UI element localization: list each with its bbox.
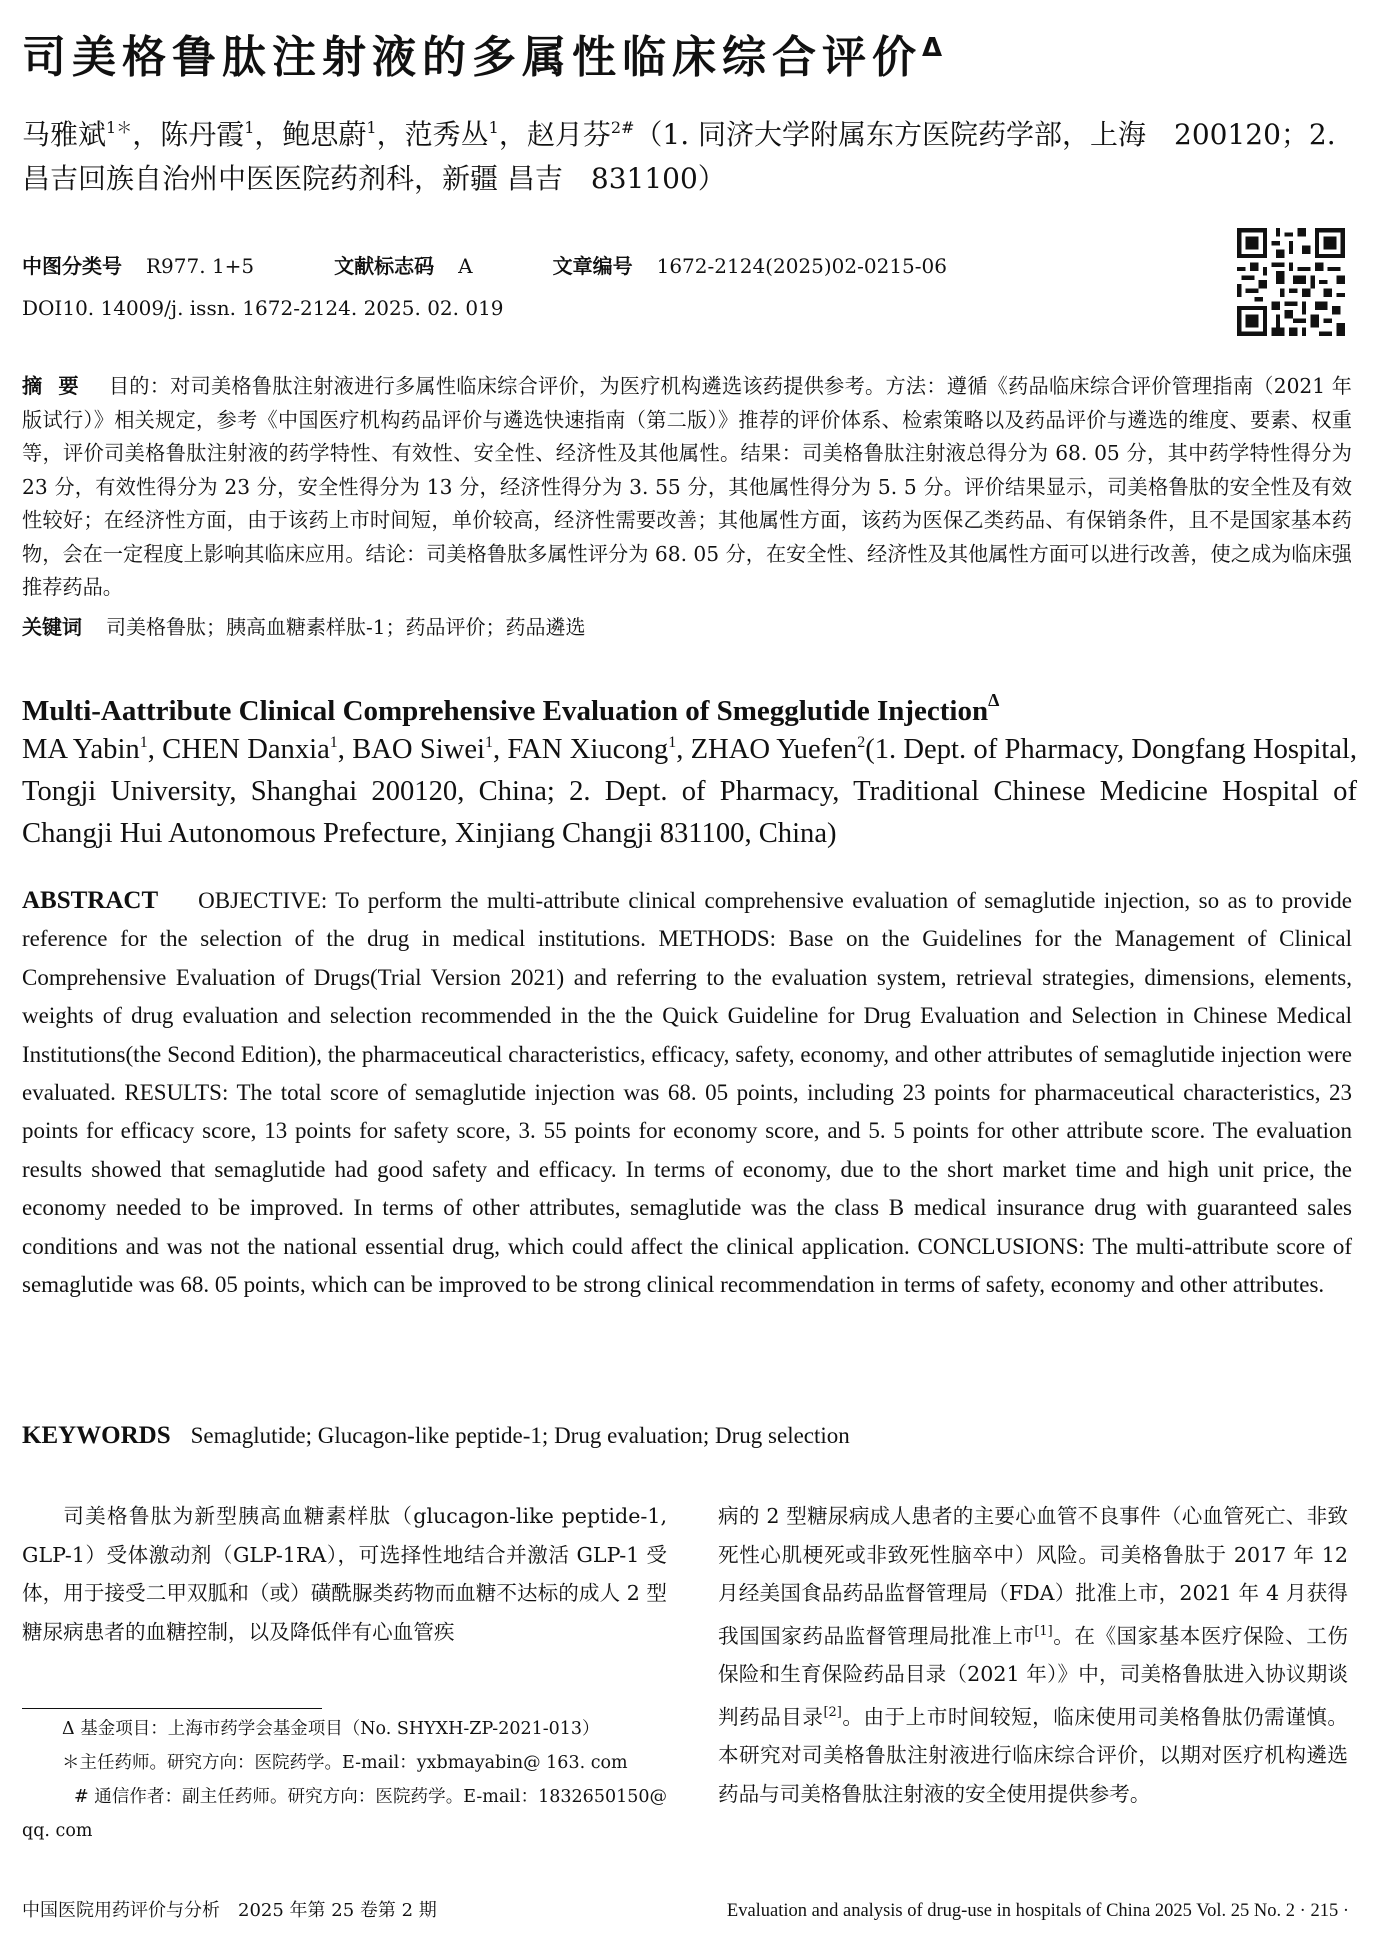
- class-value: R977. 1+5: [146, 254, 255, 278]
- author-affil-mark: 1＊: [106, 118, 133, 137]
- authors-chinese: [22, 106, 1357, 201]
- author-affil-mark-en: 2: [857, 734, 866, 751]
- keywords-chinese-label: 关键词: [22, 615, 82, 639]
- author-name: ，范秀丛: [376, 118, 489, 151]
- doi-label: DOI: [22, 296, 63, 320]
- abstract-english-text: OBJECTIVE: To perform the multi-attribute clinical comprehensive evaluation of semaglutide injection, so as to provide reference for the selection of the drug in medical institutions. METHODS: Base on the Guidelines for the Management of Clinical Comprehensive Evaluation of Drugs(Trial Version 2021) and referring to the evaluation system, retrieval strategies, dimensions, elements, weights of drug evaluation and selection recommended in the the Quick Guideline for Drug Evaluation and Selection in Chinese Medical Institutions(the Second Edition), the pharmaceutical characteristics, efficacy, safety, economy, and other attributes of semaglutide injection were evaluated. RESULTS: The total score of semaglutide injection was 68. 05 points, including 23 points for pharmaceutical characteristics, 23 points for efficacy score, 13 points for safety score, 3. 55 points for economy score, and 5. 5 points for other attribute score. The evaluation results showed that semaglutide had good safety and efficacy. In terms of economy, due to the short market time and high unit price, the economy needed to be improved. In terms of other attributes, semaglutide was the class B medical insurance drug with guaranteed sales conditions and was not the national essential drug, which could affect the clinical application. CONCLUSIONS: The multi-attribute score of semaglutide was 68. 05 points, which can be improved to be strong clinical recommendation in terms of safety, economy and other attributes.: [22, 888, 1352, 1298]
- doc-code-label: 文献标志码: [334, 254, 435, 278]
- body-paragraph-continued: [718, 1497, 1348, 1813]
- author-affil-mark-en: 1: [139, 734, 148, 751]
- keywords-english: [22, 1420, 1352, 1452]
- reference-2-link[interactable]: [2]: [823, 1704, 842, 1720]
- footnote-first-author: ＊主任药师。研究方向：医院药学。E-mail：yxbmayabin@ 163. com: [62, 1753, 628, 1773]
- body-paragraph-intro: 司美格鲁肽为新型胰高血糖素样肽（glucagon-like peptide-1, GLP-1）受体激动剂（GLP-1RA），可选择性地结合并激活 GLP-1 受体，用于接受二甲双胍和（或）磺酰脲类药物而血糖不达标的成人 2 型糖尿病患者的血糖控制，以及降低伴有心血管疾: [22, 1504, 667, 1644]
- body-text: 。由于上市时间较短，临床使用司美格鲁肽仍需谨慎。本研究对司美格鲁肽注射液进行临床综合评价，以期对医疗机构遴选药品与司美格鲁肽注射液的安全使用提供参考。: [718, 1704, 1349, 1806]
- author-affil-mark-en: 1: [329, 734, 338, 751]
- author-name: ，陈丹霞: [132, 118, 245, 151]
- qr-code-icon[interactable]: [1237, 228, 1345, 336]
- author-affil-mark: 1: [244, 118, 255, 137]
- abstract-chinese: [22, 370, 1352, 605]
- author-affil-mark: 2#: [610, 118, 635, 137]
- title-chinese-text: 司美格鲁肽注射液的多属性临床综合评价: [22, 32, 922, 83]
- title-chinese: [22, 20, 1352, 86]
- body-text: 。在《国家基本医疗保险、工伤保险和生育保险药品目录（2021 年）》中，司美格鲁肽进入协议期谈判药品目录: [718, 1623, 1349, 1729]
- author-name-en: , FAN Xiucong: [492, 734, 669, 765]
- keywords-english-label: KEYWORDS: [22, 1422, 171, 1449]
- article-number-value: 1672-2124(2025)02-0215-06: [656, 254, 947, 278]
- author-affil-mark: 1: [488, 118, 499, 137]
- abstract-chinese-text: 目的：对司美格鲁肽注射液进行多属性临床综合评价，为医疗机构遴选该药提供参考。方法：遵循《药品临床综合评价管理指南（2021 年版试行）》相关规定，参考《中国医疗机构药品评价与遴选快速指南（第二版）》推荐的评价体系、检索策略以及药品评价与遴选的维度、要素、权重等，评价司美格鲁肽注射液的药学特性、有效性、安全性、经济性及其他属性。结果：司美格鲁肽注射液总得分为 68. 05 分，其中药学特性得分为 23 分，有效性得分为 23 分，安全性得分为 13 分，经济性得分为 3. 55 分，其他属性得分为 5. 5 分。评价结果显示，司美格鲁肽的安全性及有效性较好；在经济性方面，由于该药上市时间短，单价较高，经济性需要改善；其他属性方面，该药为医保乙类药品、有保销条件，且不是国家基本药物，会在一定程度上影响其临床应用。结论：司美格鲁肽多属性评分为 68. 05 分，在安全性、经济性及其他属性方面可以进行改善，使之成为临床强推荐药品。: [22, 374, 1352, 599]
- author-name: 马雅斌: [22, 118, 107, 151]
- affiliation-english: (1. Dept. of Pharmacy, Dongfang Hospital, Tongji University, Shanghai 200120, China; 2. Dept. of Pharmacy, Traditional Chinese Medicine Hospital of Changji Hui Autonomous Prefecture, Xinjiang Changji 831100, China): [22, 734, 1358, 849]
- keywords-chinese-text: 司美格鲁肽；胰高血糖素样肽-1；药品评价；药品遴选: [106, 615, 586, 639]
- footer-journal-en: Evaluation and analysis of drug-use in hospitals of China 2025 Vol. 25 No. 2 · 215 ·: [726, 1901, 1349, 1921]
- abstract-english-label: ABSTRACT: [22, 887, 159, 914]
- footnote-corresponding-author: # 通信作者：副主任药师。研究方向：医院药学。E-mail：1832650150@ qq. com: [22, 1787, 667, 1841]
- footnotes: [22, 1712, 667, 1848]
- author-name-en: , BAO Siwei: [337, 734, 485, 765]
- doc-code-value: A: [458, 254, 473, 278]
- authors-english: [22, 722, 1357, 855]
- article-number-label: 文章编号: [552, 254, 633, 278]
- author-name-en: MA Yabin: [22, 734, 140, 765]
- body-column-left: [22, 1497, 667, 1651]
- body-column-right: [718, 1497, 1348, 1813]
- abstract-english: [22, 882, 1352, 1304]
- title-fund-mark: Δ: [922, 33, 943, 63]
- footnote-fund: Δ 基金项目：上海市药学会基金项目（No. SHYXH-ZP-2021-013）: [62, 1719, 600, 1739]
- title-english-fund-mark: Δ: [988, 690, 1000, 710]
- reference-1-link[interactable]: [1]: [1034, 1623, 1053, 1639]
- author-affil-mark-en: 1: [484, 734, 493, 751]
- classification-row: [22, 251, 1022, 281]
- author-name: ，鲍思蔚: [254, 118, 367, 151]
- keywords-chinese: [22, 612, 1352, 642]
- class-label: 中图分类号: [22, 254, 122, 278]
- keywords-english-text: Semaglutide; Glucagon-like peptide-1; Drug evaluation; Drug selection: [190, 1423, 850, 1448]
- author-name-en: , ZHAO Yuefen: [676, 734, 858, 765]
- affiliation-chinese: （1. 同济大学附属东方医院药学部，上海 200120；2. 昌吉回族自治州中医医院药剂科，新疆 昌吉 831100）: [22, 118, 1336, 195]
- doi-row: [22, 293, 1022, 323]
- abstract-chinese-label: 摘要: [22, 374, 95, 398]
- doi-value: 10. 14009/j. issn. 1672-2124. 2025. 02. 019: [62, 296, 504, 320]
- footer-journal-cn: 中国医院用药评价与分析 2025 年第 25 卷第 2 期: [22, 1900, 437, 1921]
- title-english-text: Multi-Aattribute Clinical Comprehensive Evaluation of Smegglutide Injection: [22, 695, 989, 727]
- author-name: ，赵月芬: [498, 118, 611, 151]
- author-affil-mark: 1: [366, 118, 377, 137]
- body-text: 病的 2 型糖尿病成人患者的主要心血管不良事件（心血管死亡、非致死性心肌梗死或非致死性脑卒中）风险。司美格鲁肽于 2017 年 12 月经美国食品药品监督管理局（FDA）批准上市，2021 年 4 月获得我国国家药品监督管理局批准上市: [718, 1504, 1348, 1648]
- footnote-divider: [22, 1708, 322, 1709]
- author-name-en: , CHEN Danxia: [147, 734, 330, 765]
- author-affil-mark-en: 1: [668, 734, 677, 751]
